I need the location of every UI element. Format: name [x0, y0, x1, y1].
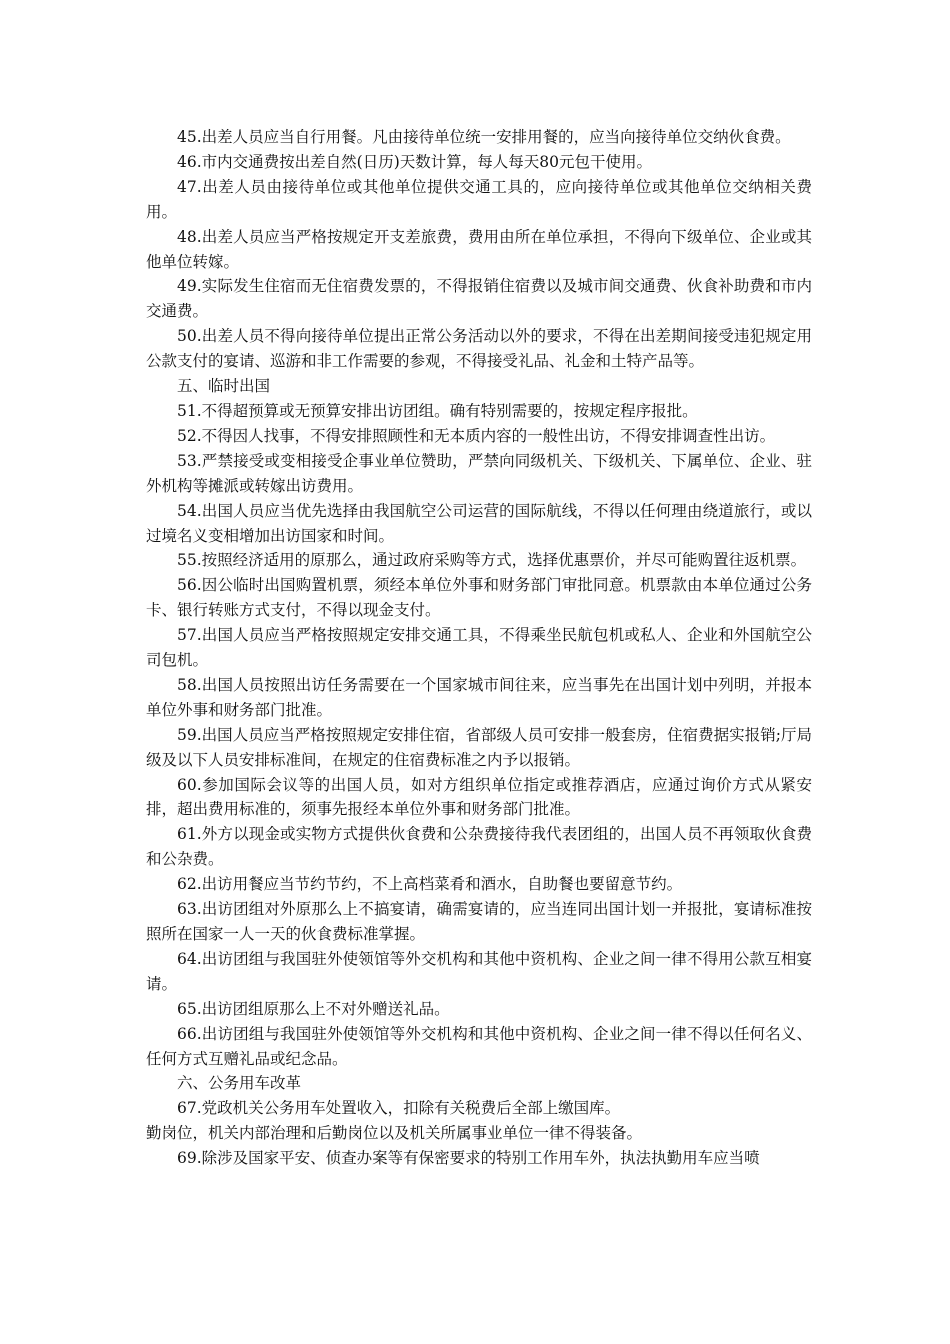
paragraph-53: 53.严禁接受或变相接受企事业单位赞助，严禁向同级机关、下级机关、下属单位、企业、驻外机构等摊派或转嫁出访费用。 — [146, 451, 812, 495]
section-heading-5: 五、临时出国 — [177, 377, 271, 396]
paragraph-67: 67.党政机关公务用车处置收入，扣除有关税费后全部上缴国库。 — [177, 1099, 621, 1118]
paragraph-60: 60.参加国际会议等的出国人员，如对方组织单位指定或推荐酒店，应通过询价方式从紧安排，超出费用标准的，须事先报经本单位外事和财务部门批准。 — [146, 775, 812, 819]
paragraph-51: 51.不得超预算或无预算安排出访团组。确有特别需要的，按规定程序报批。 — [177, 401, 698, 420]
paragraph-55: 55.按照经济适用的原那么，通过政府采购等方式，选择优惠票价，并尽可能购置往返机票。 — [177, 551, 807, 570]
paragraph-47: 47.出差人员由接待单位或其他单位提供交通工具的，应向接待单位或其他单位交纳相关费用。 — [146, 177, 812, 221]
paragraph-46: 46.市内交通费按出差自然(日历)天数计算，每人每天80元包干使用。 — [177, 152, 652, 171]
paragraph-69: 69.除涉及国家平安、侦查办案等有保密要求的特别工作用车外，执法执勤用车应当喷 — [177, 1149, 760, 1168]
paragraph-64: 64.出访团组与我国驻外使领馆等外交机构和其他中资机构、企业之间一律不得用公款互相宴请。 — [146, 949, 812, 993]
paragraph-59: 59.出国人员应当严格按照规定安排住宿，省部级人员可安排一般套房，住宿费据实报销;厅局级及以下人员安排标准间，在规定的住宿费标准之内予以报销。 — [146, 725, 812, 769]
section-heading-6: 六、公务用车改革 — [177, 1074, 302, 1093]
paragraph-65: 65.出访团组原那么上不对外赠送礼品。 — [177, 999, 450, 1018]
paragraph-fragment: 勤岗位，机关内部治理和后勤岗位以及机关所属事业单位一律不得装备。 — [146, 1124, 643, 1143]
paragraph-57: 57.出国人员应当严格按照规定安排交通工具，不得乘坐民航包机或私人、企业和外国航空公司包机。 — [146, 626, 812, 670]
paragraph-58: 58.出国人员按照出访任务需要在一个国家城市间往来，应当事先在出国计划中列明，并报本单位外事和财务部门批准。 — [146, 675, 812, 719]
paragraph-66: 66.出访团组与我国驻外使领馆等外交机构和其他中资机构、企业之间一律不得以任何名义、任何方式互赠礼品或纪念品。 — [146, 1024, 812, 1068]
paragraph-50: 50.出差人员不得向接待单位提出正常公务活动以外的要求，不得在出差期间接受违犯规定用公款支付的宴请、巡游和非工作需要的参观，不得接受礼品、礼金和土特产品等。 — [146, 327, 812, 371]
paragraph-56: 56.因公临时出国购置机票，须经本单位外事和财务部门审批同意。机票款由本单位通过公务卡、银行转账方式支付，不得以现金支付。 — [146, 576, 812, 620]
paragraph-54: 54.出国人员应当优先选择由我国航空公司运营的国际航线，不得以任何理由绕道旅行，或以过境名义变相增加出访国家和时间。 — [146, 501, 812, 545]
paragraph-48: 48.出差人员应当严格按规定开支差旅费，费用由所在单位承担，不得向下级单位、企业或其他单位转嫁。 — [146, 227, 812, 271]
paragraph-63: 63.出访团组对外原那么上不搞宴请，确需宴请的，应当连同出国计划一并报批，宴请标准按照所在国家一人一天的伙食费标准掌握。 — [146, 900, 812, 943]
paragraph-49: 49.实际发生住宿而无住宿费发票的，不得报销住宿费以及城市间交通费、伙食补助费和市内交通费。 — [146, 277, 812, 321]
paragraph-45: 45.出差人员应当自行用餐。凡由接待单位统一安排用餐的，应当向接待单位交纳伙食费。 — [177, 128, 791, 146]
paragraph-52: 52.不得因人找事，不得安排照顾性和无本质内容的一般性出访，不得安排调查性出访。 — [177, 426, 776, 445]
paragraph-61: 61.外方以现金或实物方式提供伙食费和公杂费接待我代表团组的，出国人员不再领取伙食费和公杂费。 — [146, 825, 812, 869]
document-body — [146, 125, 812, 1171]
paragraph-62: 62.出访用餐应当节约节约，不上高档菜肴和酒水，自助餐也要留意节约。 — [177, 875, 683, 894]
